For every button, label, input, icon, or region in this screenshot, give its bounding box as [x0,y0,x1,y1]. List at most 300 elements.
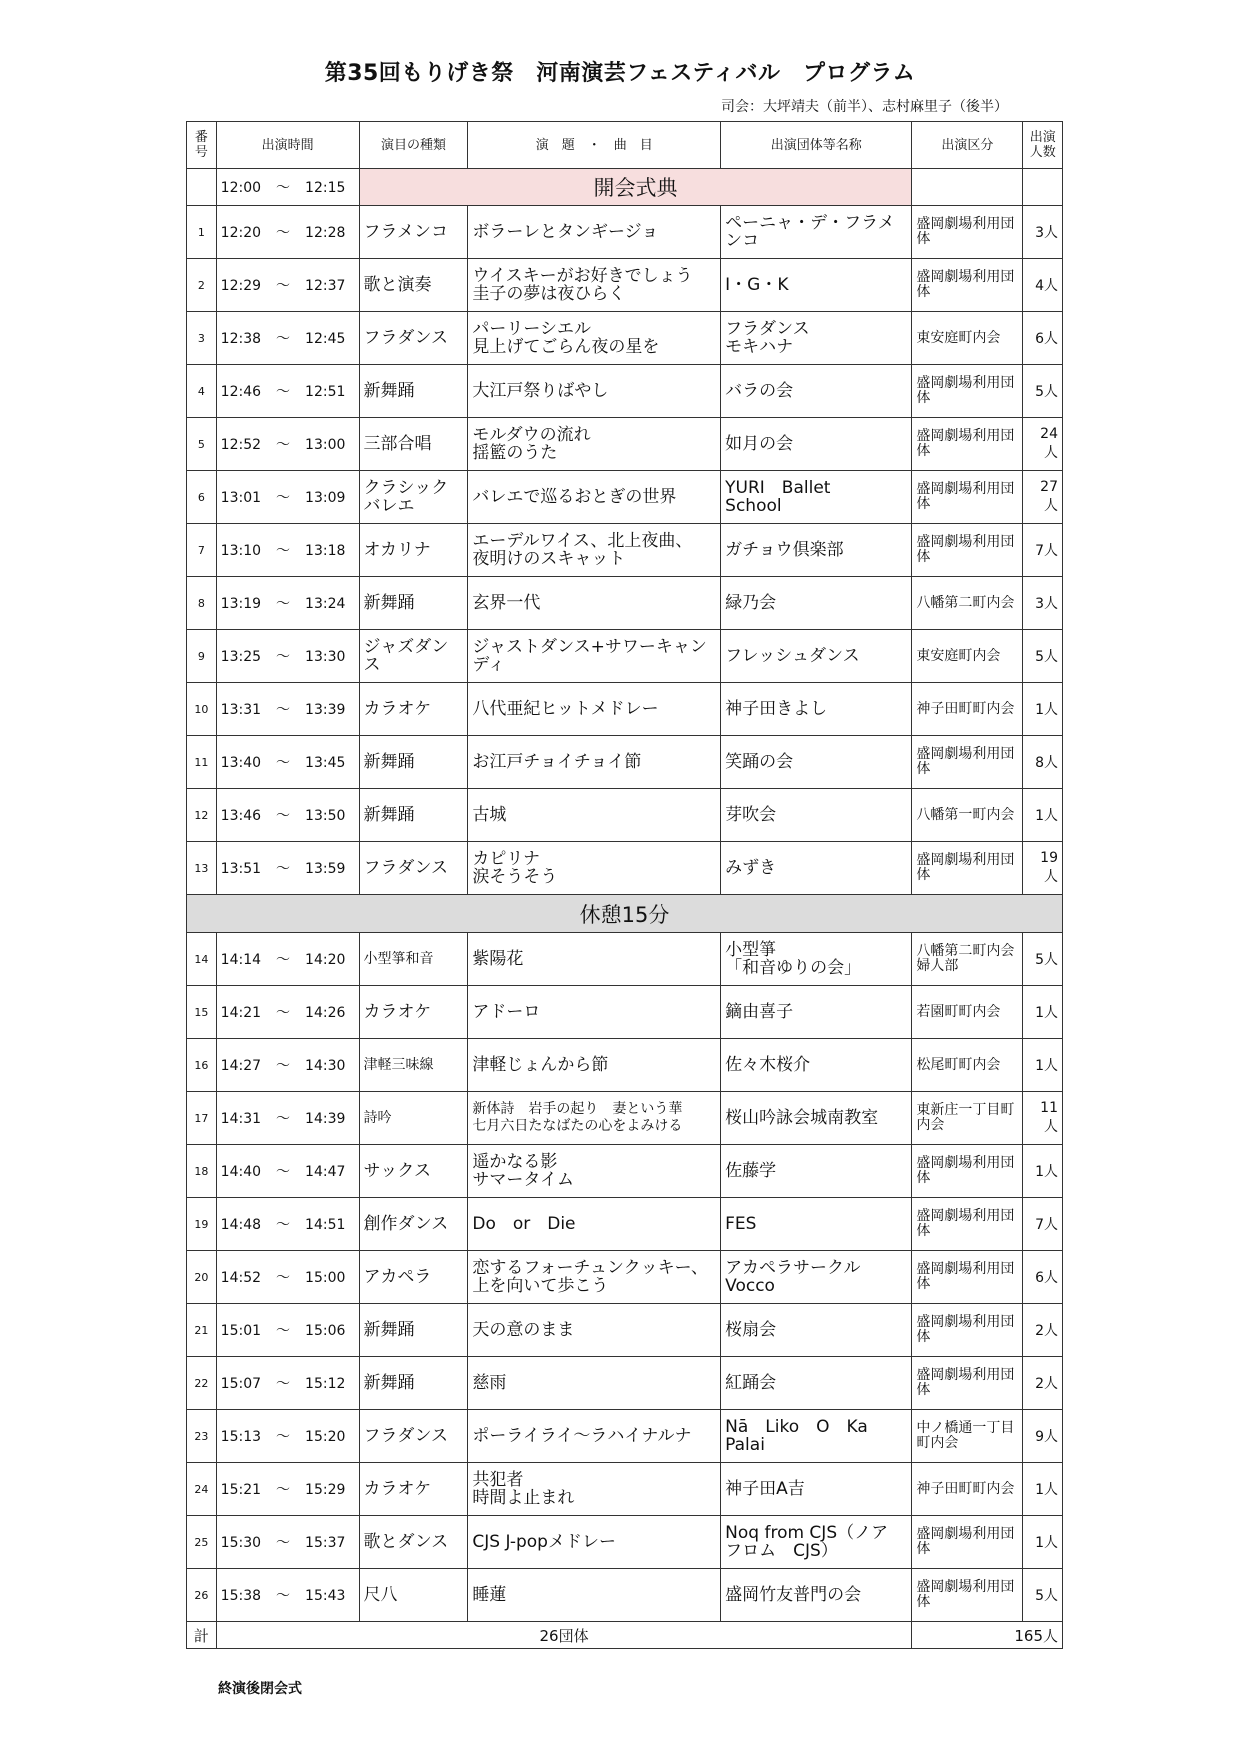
time-separator: ～ [276,1376,291,1392]
row-group: アカペラサークル Vocco [721,1251,912,1304]
row-genre: 創作ダンス [359,1198,468,1251]
total-label: 計 [187,1622,217,1649]
row-count: 4人 [1023,259,1063,312]
start-time: 14:14 [220,952,262,968]
row-count: 6人 [1023,1251,1063,1304]
row-number: 20 [187,1251,217,1304]
row-number: 12 [187,789,217,842]
table-row [187,1304,1063,1357]
time-separator: ～ [276,755,291,771]
row-category: 盛岡劇場利用団体 [912,1304,1023,1357]
ceremony-row [187,169,1063,206]
row-group: I・G・K [721,259,912,312]
time-separator: ～ [276,278,291,294]
time-separator: ～ [276,1323,291,1339]
row-category: 盛岡劇場利用団体 [912,418,1023,471]
table-row [187,524,1063,577]
end-time: 15:29 [305,1482,346,1498]
row-number: 2 [187,259,217,312]
end-time: 13:50 [305,808,346,824]
row-time [216,1304,359,1357]
table-row [187,683,1063,736]
row-count: 5人 [1023,1569,1063,1622]
row-count: 2人 [1023,1357,1063,1410]
row-time [216,1251,359,1304]
row-category: 盛岡劇場利用団体 [912,736,1023,789]
row-number: 16 [187,1039,217,1092]
row-piece: 恋するフォーチュンクッキー、 上を向いて歩こう [468,1251,721,1304]
row-count: 1人 [1023,1463,1063,1516]
row-piece: Do or Die [468,1198,721,1251]
row-group: FES [721,1198,912,1251]
row-category: 八幡第二町内会 [912,577,1023,630]
row-piece: 共犯者 時間よ止まれ [468,1463,721,1516]
header-count-text: 出演 人数 [1029,130,1056,160]
row-group: 小型箏 「和音ゆりの会」 [721,933,912,986]
row-number: 11 [187,736,217,789]
row-group: 盛岡竹友普門の会 [721,1569,912,1622]
end-time: 12:37 [305,278,346,294]
row-genre: アカペラ [359,1251,468,1304]
start-time: 14:21 [220,1005,262,1021]
row-category: 盛岡劇場利用団体 [912,1357,1023,1410]
row-group: バラの会 [721,365,912,418]
row-count: 1人 [1023,986,1063,1039]
row-category: 盛岡劇場利用団体 [912,524,1023,577]
row-number: 19 [187,1198,217,1251]
row-group: 芽吹会 [721,789,912,842]
end-time: 14:20 [305,952,346,968]
row-category: 東新庄一丁目町内会 [912,1092,1023,1145]
row-time [216,1357,359,1410]
time-separator: ～ [276,1482,291,1498]
header-group: 出演団体等名称 [721,122,912,169]
row-number: 4 [187,365,217,418]
start-time: 13:10 [220,543,262,559]
row-group: 神子田きよし [721,683,912,736]
table-row [187,1198,1063,1251]
time-separator: ～ [276,596,291,612]
row-genre: カラオケ [359,683,468,736]
end-time: 15:37 [305,1535,346,1551]
closing-note: 終演後閉会式 [218,1681,302,1697]
row-category: 八幡第二町内会婦人部 [912,933,1023,986]
row-time [216,471,359,524]
row-count: 19人 [1023,842,1063,895]
row-count: 3人 [1023,206,1063,259]
row-count: 9人 [1023,1410,1063,1463]
row-time [216,683,359,736]
row-time [216,577,359,630]
total-row [187,1622,1063,1649]
row-group: 桜山吟詠会城南教室 [721,1092,912,1145]
row-piece: 新体詩 岩手の起り 妻という華 七月六日たなばたの心をよみける [468,1092,721,1145]
row-count: 8人 [1023,736,1063,789]
header-piece: 演 題 ・ 曲 目 [468,122,721,169]
end-time: 15:43 [305,1588,346,1604]
row-count: 24人 [1023,418,1063,471]
start-time: 15:01 [220,1323,262,1339]
row-count: 27人 [1023,471,1063,524]
end-time: 14:47 [305,1164,346,1180]
row-number: 17 [187,1092,217,1145]
table-row [187,736,1063,789]
row-time [216,365,359,418]
row-time [216,1410,359,1463]
row-count: 3人 [1023,577,1063,630]
row-piece: カピリナ 涙そうそう [468,842,721,895]
row-piece: 紫陽花 [468,933,721,986]
row-count: 5人 [1023,630,1063,683]
start-time: 15:30 [220,1535,262,1551]
end-time: 13:09 [305,490,346,506]
row-group: ガチョウ倶楽部 [721,524,912,577]
row-count: 5人 [1023,933,1063,986]
end-time: 12:28 [305,225,346,241]
start-time: 15:21 [220,1482,262,1498]
row-number: 26 [187,1569,217,1622]
end-time: 15:20 [305,1429,346,1445]
row-category: 盛岡劇場利用団体 [912,1145,1023,1198]
row-time [216,630,359,683]
row-group: 笑踊の会 [721,736,912,789]
row-piece: モルダウの流れ 揺籃のうた [468,418,721,471]
row-category: 松尾町町内会 [912,1039,1023,1092]
time-separator: ～ [276,543,291,559]
total-people: 165人 [912,1622,1063,1649]
end-time: 14:26 [305,1005,346,1021]
row-count: 7人 [1023,1198,1063,1251]
row-count: 7人 [1023,524,1063,577]
row-number: 9 [187,630,217,683]
program-table [186,121,1063,1649]
start-time: 12:46 [220,384,262,400]
time-separator: ～ [276,1535,291,1551]
start-time: 14:52 [220,1270,262,1286]
time-separator: ～ [276,1005,291,1021]
row-category: 盛岡劇場利用団体 [912,365,1023,418]
table-row [187,842,1063,895]
row-category: 盛岡劇場利用団体 [912,1198,1023,1251]
row-number: 23 [187,1410,217,1463]
row-number: 1 [187,206,217,259]
row-piece: 遥かなる影 サマータイム [468,1145,721,1198]
table-row [187,1569,1063,1622]
ceremony-category [912,169,1023,206]
page-title: 第35回もりげき祭 河南演芸フェスティバル プログラム [324,61,916,86]
time-separator: ～ [276,225,291,241]
row-group: 神子田A吉 [721,1463,912,1516]
row-time [216,986,359,1039]
row-genre: 新舞踊 [359,736,468,789]
total-groups: 26団体 [216,1622,912,1649]
start-time: 15:07 [220,1376,262,1392]
row-number: 14 [187,933,217,986]
header-genre: 演目の種類 [359,122,468,169]
row-group: 鏑由喜子 [721,986,912,1039]
row-category: 若園町町内会 [912,986,1023,1039]
row-time [216,524,359,577]
row-genre: 歌とダンス [359,1516,468,1569]
row-piece: ウイスキーがお好きでしょう 圭子の夢は夜ひらく [468,259,721,312]
time-separator: ～ [276,952,291,968]
start-time: 14:27 [220,1058,262,1074]
end-time: 12:45 [305,331,346,347]
end-time: 14:39 [305,1111,346,1127]
table-row [187,206,1063,259]
row-group: 緑乃会 [721,577,912,630]
end-time: 13:45 [305,755,346,771]
row-genre: カラオケ [359,986,468,1039]
row-piece: 玄界一代 [468,577,721,630]
row-number: 25 [187,1516,217,1569]
header-no-text: 番 号 [194,130,208,160]
end-time: 14:51 [305,1217,346,1233]
row-genre: サックス [359,1145,468,1198]
start-time: 13:46 [220,808,262,824]
row-count: 1人 [1023,683,1063,736]
row-genre: 新舞踊 [359,577,468,630]
header-no [187,122,217,169]
row-piece: 大江戸祭りばやし [468,365,721,418]
table-row [187,1516,1063,1569]
row-piece: パーリーシエル 見上げてごらん夜の星を [468,312,721,365]
mc-credit: 司会：大坪靖夫（前半）、志村麻里子（後半） [721,99,1008,115]
row-count: 2人 [1023,1304,1063,1357]
row-group: YURI Ballet School [721,471,912,524]
table-row [187,365,1063,418]
row-time [216,842,359,895]
row-time [216,1092,359,1145]
row-genre: 津軽三味線 [359,1039,468,1092]
end-time: 15:00 [305,1270,346,1286]
end-time: 13:00 [305,437,346,453]
time-separator: ～ [276,1270,291,1286]
time-separator: ～ [276,1217,291,1233]
table-row [187,933,1063,986]
ceremony-no [187,169,217,206]
row-group: みずき [721,842,912,895]
row-time [216,1516,359,1569]
table-row [187,577,1063,630]
row-genre: 詩吟 [359,1092,468,1145]
row-piece: 津軽じょんから節 [468,1039,721,1092]
end-time: 13:30 [305,649,346,665]
row-category: 神子田町町内会 [912,1463,1023,1516]
ceremony-label: 開会式典 [359,169,912,206]
row-time [216,736,359,789]
start-time: 12:29 [220,278,262,294]
end-time: 15:12 [305,1376,346,1392]
row-piece: お江戸チョイチョイ節 [468,736,721,789]
time-separator: ～ [276,1588,291,1604]
time-separator: ～ [276,808,291,824]
start-time: 13:19 [220,596,262,612]
row-genre: 新舞踊 [359,789,468,842]
table-row [187,1039,1063,1092]
row-category: 盛岡劇場利用団体 [912,1251,1023,1304]
ceremony-count [1023,169,1063,206]
start-time: 12:52 [220,437,262,453]
end-time: 13:39 [305,702,346,718]
row-time [216,1569,359,1622]
time-separator: ～ [276,1429,291,1445]
row-number: 8 [187,577,217,630]
table-row [187,630,1063,683]
header-category: 出演区分 [912,122,1023,169]
start-time: 12:20 [220,225,262,241]
row-genre: 新舞踊 [359,1304,468,1357]
row-count: 6人 [1023,312,1063,365]
time-separator: ～ [276,861,291,877]
header-time: 出演時間 [216,122,359,169]
row-genre: ジャズダンス [359,630,468,683]
start-time: 15:13 [220,1429,262,1445]
table-row [187,471,1063,524]
header-row [187,122,1063,169]
row-time [216,1198,359,1251]
row-group: 桜扇会 [721,1304,912,1357]
time-separator: ～ [276,649,291,665]
start-time: 13:25 [220,649,262,665]
table-row [187,1357,1063,1410]
start-time: 14:48 [220,1217,262,1233]
end-time: 13:24 [305,596,346,612]
row-category: 盛岡劇場利用団体 [912,842,1023,895]
table-row [187,312,1063,365]
row-group: 佐々木桜介 [721,1039,912,1092]
row-time [216,933,359,986]
row-time [216,1039,359,1092]
row-piece: ジャストダンス+サワーキャンディ [468,630,721,683]
row-number: 18 [187,1145,217,1198]
table-row [187,1463,1063,1516]
row-genre: オカリナ [359,524,468,577]
row-piece: ポーライライ～ラハイナルナ [468,1410,721,1463]
row-piece: アドーロ [468,986,721,1039]
end-time: 12:51 [305,384,346,400]
row-count: 1人 [1023,1516,1063,1569]
ceremony-time: 12:00 ～ 12:15 [216,169,359,206]
row-number: 10 [187,683,217,736]
row-category: 中ノ橋通一丁目町内会 [912,1410,1023,1463]
row-genre: フラダンス [359,842,468,895]
row-time [216,1145,359,1198]
time-separator: ～ [276,437,291,453]
row-number: 6 [187,471,217,524]
row-number: 15 [187,986,217,1039]
start-time: 14:31 [220,1111,262,1127]
row-count: 1人 [1023,1039,1063,1092]
row-number: 5 [187,418,217,471]
row-group: 紅踊会 [721,1357,912,1410]
row-genre: フラメンコ [359,206,468,259]
time-separator: ～ [276,1111,291,1127]
row-count: 1人 [1023,789,1063,842]
table-row [187,789,1063,842]
row-time [216,259,359,312]
break-label: 休憩15分 [187,895,1063,933]
time-separator: ～ [276,384,291,400]
row-piece: 天の意のまま [468,1304,721,1357]
row-category: 盛岡劇場利用団体 [912,1516,1023,1569]
row-category: 八幡第一町内会 [912,789,1023,842]
row-number: 3 [187,312,217,365]
row-category: 盛岡劇場利用団体 [912,206,1023,259]
row-genre: 新舞踊 [359,1357,468,1410]
row-piece: エーデルワイス、北上夜曲、 夜明けのスキャット [468,524,721,577]
table-row [187,259,1063,312]
row-genre: 歌と演奏 [359,259,468,312]
end-time: 13:18 [305,543,346,559]
row-genre: 新舞踊 [359,365,468,418]
time-separator: ～ [276,331,291,347]
end-time: 13:59 [305,861,346,877]
row-genre: フラダンス [359,312,468,365]
row-piece: ボラーレとタンギージョ [468,206,721,259]
row-group: 如月の会 [721,418,912,471]
row-time [216,206,359,259]
row-genre: 小型箏和音 [359,933,468,986]
row-category: 東安庭町内会 [912,630,1023,683]
row-time [216,789,359,842]
row-genre: 尺八 [359,1569,468,1622]
header-count [1023,122,1063,169]
time-separator: ～ [276,490,291,506]
time-separator: ～ [276,1164,291,1180]
row-group: Nā Liko O Ka Palai [721,1410,912,1463]
table-row [187,1092,1063,1145]
table-row [187,1410,1063,1463]
start-time: 13:40 [220,755,262,771]
start-time: 13:31 [220,702,262,718]
row-category: 盛岡劇場利用団体 [912,471,1023,524]
start-time: 12:38 [220,331,262,347]
row-piece: バレエで巡るおとぎの世界 [468,471,721,524]
row-piece: 慈雨 [468,1357,721,1410]
time-separator: ～ [276,1058,291,1074]
row-group: Noq from CJS（ノア フロム CJS） [721,1516,912,1569]
row-genre: クラシックバレエ [359,471,468,524]
start-time: 13:01 [220,490,262,506]
row-group: 佐藤学 [721,1145,912,1198]
row-number: 13 [187,842,217,895]
row-category: 盛岡劇場利用団体 [912,259,1023,312]
row-time [216,418,359,471]
end-time: 14:30 [305,1058,346,1074]
row-time [216,312,359,365]
row-number: 7 [187,524,217,577]
row-genre: カラオケ [359,1463,468,1516]
row-genre: フラダンス [359,1410,468,1463]
table-row [187,1251,1063,1304]
start-time: 15:38 [220,1588,262,1604]
row-genre: 三部合唱 [359,418,468,471]
row-category: 盛岡劇場利用団体 [912,1569,1023,1622]
row-number: 24 [187,1463,217,1516]
row-group: ペーニャ・デ・フラメンコ [721,206,912,259]
row-count: 11人 [1023,1092,1063,1145]
row-category: 神子田町町内会 [912,683,1023,736]
table-row [187,986,1063,1039]
row-group: フラダンス モキハナ [721,312,912,365]
start-time: 14:40 [220,1164,262,1180]
time-separator: ～ [276,702,291,718]
row-piece: 古城 [468,789,721,842]
row-number: 22 [187,1357,217,1410]
table-row [187,1145,1063,1198]
row-count: 1人 [1023,1145,1063,1198]
